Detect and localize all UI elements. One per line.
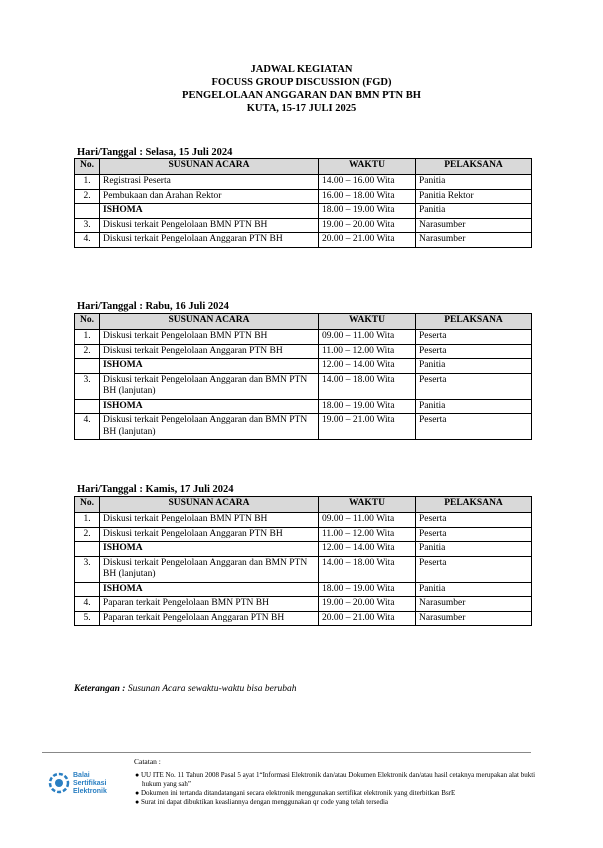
cell-acara: Diskusi terkait Pengelolaan BMN PTN BH xyxy=(100,513,319,528)
table-row xyxy=(75,513,532,528)
schedule-table-day-3 xyxy=(74,496,532,626)
cell-acara: Registrasi Peserta xyxy=(100,175,319,190)
day-2-label: Hari/Tanggal : Rabu, 16 Juli 2024 xyxy=(77,301,229,312)
catatan-item-text: Dokumen ini tertanda ditandatangani secara elektronik menggunakan sertifikat elektronik yang diterbitkan BsrE xyxy=(140,789,456,797)
bsre-logo xyxy=(48,770,128,804)
cell-waktu: 14.00 – 18.00 Wita xyxy=(319,556,416,582)
table-row xyxy=(75,556,532,582)
bsre-logo-icon xyxy=(48,772,70,794)
cell-pelaksana: Narasumber xyxy=(416,611,532,626)
footer-divider xyxy=(42,752,531,753)
cell-waktu: 19.00 – 20.00 Wita xyxy=(319,597,416,612)
cell-waktu: 14.00 – 16.00 Wita xyxy=(319,175,416,190)
cell-pelaksana: Panitia xyxy=(416,175,532,190)
cell-acara: Diskusi terkait Pengelolaan Anggaran PTN BH xyxy=(100,344,319,359)
header-pelaksana: PELAKSANA xyxy=(416,314,532,330)
bsre-logo-text xyxy=(73,772,107,796)
title-line-3: PENGELOLAAN ANGGARAN DAN BMN PTN BH xyxy=(182,90,421,101)
table-header-row xyxy=(75,159,532,175)
cell-no: 4. xyxy=(75,414,100,440)
header-waktu: WAKTU xyxy=(319,497,416,513)
cell-no: 4. xyxy=(75,597,100,612)
table-row xyxy=(75,582,532,597)
table-row xyxy=(75,175,532,190)
schedule-table-day-2 xyxy=(74,313,532,440)
cell-acara: Diskusi terkait Pengelolaan Anggaran PTN BH xyxy=(100,233,319,248)
table-row xyxy=(75,373,532,399)
table-row xyxy=(75,542,532,557)
cell-waktu: 18.00 – 19.00 Wita xyxy=(319,204,416,219)
cell-waktu: 16.00 – 18.00 Wita xyxy=(319,189,416,204)
header-waktu: WAKTU xyxy=(319,159,416,175)
cell-waktu: 12.00 – 14.00 Wita xyxy=(319,359,416,374)
cell-pelaksana: Narasumber xyxy=(416,218,532,233)
cell-no: 2. xyxy=(75,344,100,359)
keterangan-note xyxy=(74,684,297,694)
header-pelaksana: PELAKSANA xyxy=(416,159,532,175)
cell-pelaksana: Peserta xyxy=(416,556,532,582)
table-row xyxy=(75,189,532,204)
cell-no: 5. xyxy=(75,611,100,626)
table-row xyxy=(75,330,532,345)
title-line-2: FOCUSS GROUP DISCUSSION (FGD) xyxy=(211,77,392,88)
cell-waktu: 20.00 – 21.00 Wita xyxy=(319,233,416,248)
header-no: No. xyxy=(75,159,100,175)
cell-pelaksana: Peserta xyxy=(416,414,532,440)
cell-no: 1. xyxy=(75,330,100,345)
table-row xyxy=(75,611,532,626)
cell-waktu: 09.00 – 11.00 Wita xyxy=(319,330,416,345)
cell-acara: Pembukaan dan Arahan Rektor xyxy=(100,189,319,204)
cell-waktu: 20.00 – 21.00 Wita xyxy=(319,611,416,626)
header-waktu: WAKTU xyxy=(319,314,416,330)
catatan-item-text: Surat ini dapat dibuktikan keasliannya dengan menggunakan qr code yang telah tersedia xyxy=(140,798,389,806)
catatan-list xyxy=(134,771,544,807)
cell-waktu: 18.00 – 19.00 Wita xyxy=(319,582,416,597)
cell-no: 4. xyxy=(75,233,100,248)
cell-no xyxy=(75,359,100,374)
table-row xyxy=(75,359,532,374)
logo-text-line-2: Sertifikasi xyxy=(73,780,107,787)
cell-pelaksana: Peserta xyxy=(416,513,532,528)
table-row xyxy=(75,399,532,414)
cell-waktu: 14.00 – 18.00 Wita xyxy=(319,373,416,399)
header-susunan-acara: SUSUNAN ACARA xyxy=(100,314,319,330)
table-row xyxy=(75,218,532,233)
cell-pelaksana: Panitia Rektor xyxy=(416,189,532,204)
note-text: Susunan Acara sewaktu-waktu bisa berubah xyxy=(127,684,297,694)
cell-no: 2. xyxy=(75,527,100,542)
catatan-item: ● Surat ini dapat dibuktikan keasliannya dengan menggunakan qr code yang telah tersedia xyxy=(135,798,389,806)
cell-acara: Paparan terkait Pengelolaan BMN PTN BH xyxy=(100,597,319,612)
cell-no: 2. xyxy=(75,189,100,204)
header-susunan-acara: SUSUNAN ACARA xyxy=(100,159,319,175)
cell-pelaksana: Peserta xyxy=(416,527,532,542)
cell-no: 1. xyxy=(75,175,100,190)
cell-acara: Diskusi terkait Pengelolaan BMN PTN BH xyxy=(100,218,319,233)
cell-no xyxy=(75,399,100,414)
cell-pelaksana: Narasumber xyxy=(416,597,532,612)
logo-text-line-3: Elektronik xyxy=(73,788,107,795)
cell-pelaksana: Peserta xyxy=(416,344,532,359)
header-pelaksana: PELAKSANA xyxy=(416,497,532,513)
table-header-row xyxy=(75,497,532,513)
cell-acara: ISHOMA xyxy=(100,542,319,557)
table-row xyxy=(75,204,532,219)
cell-pelaksana: Narasumber xyxy=(416,233,532,248)
cell-acara: Paparan terkait Pengelolaan Anggaran PTN BH xyxy=(100,611,319,626)
cell-acara: Diskusi terkait Pengelolaan Anggaran dan BMN PTN BH (lanjutan) xyxy=(100,414,319,440)
cell-acara: ISHOMA xyxy=(100,399,319,414)
cell-no xyxy=(75,542,100,557)
cell-acara: Diskusi terkait Pengelolaan Anggaran PTN BH xyxy=(100,527,319,542)
cell-acara: Diskusi terkait Pengelolaan Anggaran dan BMN PTN BH (lanjutan) xyxy=(100,556,319,582)
catatan-title: Catatan : xyxy=(134,757,161,766)
table-row xyxy=(75,344,532,359)
cell-acara: Diskusi terkait Pengelolaan BMN PTN BH xyxy=(100,330,319,345)
table-row xyxy=(75,414,532,440)
cell-pelaksana: Panitia xyxy=(416,359,532,374)
catatan-item-text: UU ITE No. 11 Tahun 2008 Pasal 5 ayat 1“Informasi Elektronik dan/atau Dokumen Elektronik dan/atau hasil cetaknya merupakan alat bukti hukum yang sah” xyxy=(140,771,536,788)
document-title xyxy=(0,63,603,115)
cell-waktu: 12.00 – 14.00 Wita xyxy=(319,542,416,557)
cell-no: 3. xyxy=(75,556,100,582)
cell-no: 1. xyxy=(75,513,100,528)
cell-pelaksana: Peserta xyxy=(416,330,532,345)
note-label: Keterangan : xyxy=(74,684,126,694)
header-no: No. xyxy=(75,314,100,330)
cell-acara: ISHOMA xyxy=(100,359,319,374)
cell-no xyxy=(75,582,100,597)
cell-waktu: 18.00 – 19.00 Wita xyxy=(319,399,416,414)
cell-waktu: 11.00 – 12.00 Wita xyxy=(319,527,416,542)
day-3-label: Hari/Tanggal : Kamis, 17 Juli 2024 xyxy=(77,484,234,495)
header-susunan-acara: SUSUNAN ACARA xyxy=(100,497,319,513)
catatan-item: ● Dokumen ini tertanda ditandatangani secara elektronik menggunakan sertifikat elektronik yang diterbitkan BsrE xyxy=(135,789,456,797)
table-row xyxy=(75,527,532,542)
cell-no: 3. xyxy=(75,373,100,399)
cell-pelaksana: Panitia xyxy=(416,204,532,219)
header-no: No. xyxy=(75,497,100,513)
cell-waktu: 19.00 – 20.00 Wita xyxy=(319,218,416,233)
catatan-item: ● UU ITE No. 11 Tahun 2008 Pasal 5 ayat 1“Informasi Elektronik dan/atau Dokumen Elektronik dan/atau hasil cetaknya merupakan alat bukti hukum yang sah” xyxy=(135,771,536,788)
cell-pelaksana: Panitia xyxy=(416,399,532,414)
title-line-1: JADWAL KEGIATAN xyxy=(250,64,353,75)
table-row xyxy=(75,233,532,248)
cell-pelaksana: Peserta xyxy=(416,373,532,399)
cell-no: 3. xyxy=(75,218,100,233)
table-header-row xyxy=(75,314,532,330)
cell-pelaksana: Panitia xyxy=(416,582,532,597)
cell-acara: Diskusi terkait Pengelolaan Anggaran dan BMN PTN BH (lanjutan) xyxy=(100,373,319,399)
cell-acara: ISHOMA xyxy=(100,204,319,219)
schedule-table-day-1 xyxy=(74,158,532,248)
cell-waktu: 11.00 – 12.00 Wita xyxy=(319,344,416,359)
cell-waktu: 19.00 – 21.00 Wita xyxy=(319,414,416,440)
logo-text-line-1: Balai xyxy=(73,772,90,779)
table-row xyxy=(75,597,532,612)
day-1-label: Hari/Tanggal : Selasa, 15 Juli 2024 xyxy=(77,147,233,158)
cell-no xyxy=(75,204,100,219)
title-line-4: KUTA, 15-17 JULI 2025 xyxy=(246,103,357,114)
cell-waktu: 09.00 – 11.00 Wita xyxy=(319,513,416,528)
cell-pelaksana: Panitia xyxy=(416,542,532,557)
cell-acara: ISHOMA xyxy=(100,582,319,597)
